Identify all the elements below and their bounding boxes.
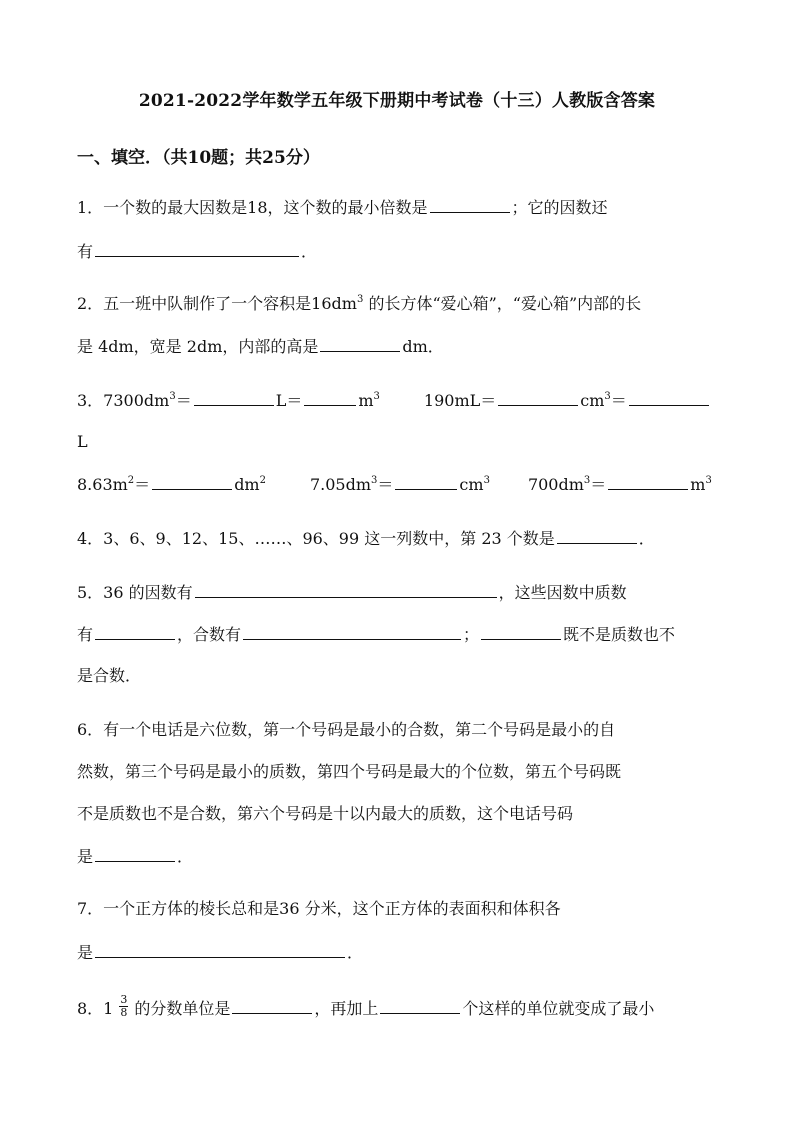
- q8-text-c: ，再加上: [314, 999, 379, 1018]
- question-3-line-2: [77, 431, 88, 453]
- q3-text-o: 700dm: [527, 475, 584, 494]
- q3-sup-d: 3: [373, 391, 380, 402]
- q3-sup-n: 3: [483, 475, 490, 486]
- q2-text-d: dm．: [402, 337, 444, 356]
- q3-text-h: L: [77, 432, 88, 451]
- question-2-line-2: [77, 335, 444, 358]
- q5-blank-1[interactable]: [195, 581, 497, 598]
- exam-title: 2021-2022学年数学五年级下册期中考试卷（十三）人教版含答案: [138, 91, 656, 111]
- q6-text-a: 6．有一个电话是六位数，第一个号码是最小的合数，第二个号码是最小的自: [77, 720, 616, 739]
- q3-sup-i: 2: [127, 475, 135, 486]
- q3-blank-4[interactable]: [629, 389, 709, 406]
- q5-blank-3[interactable]: [243, 623, 461, 640]
- q3-sup-k: 2: [259, 475, 266, 486]
- q8-text-b: 的分数单位是: [134, 999, 231, 1018]
- q3-text-q: m: [690, 475, 706, 494]
- question-6-line-3: [77, 803, 573, 825]
- q5-text-d: ，合数有: [177, 625, 242, 644]
- q4-text-a: 4．3、6、9、12、15、……、96、99 这一列数中，第 23 个数是: [77, 529, 555, 548]
- q5-text-g: 是合数．: [77, 666, 142, 685]
- q3-text-i: 8.63m: [77, 475, 128, 494]
- q2-sup-a: 3: [356, 294, 364, 305]
- q2-blank-1[interactable]: [320, 335, 400, 352]
- q7-text-a: 7．一个正方体的棱长总和是36 分米，这个正方体的表面积和体积各: [77, 899, 561, 918]
- q1-text-d: ．: [301, 242, 318, 261]
- q3-blank-6[interactable]: [395, 473, 457, 490]
- q3-blank-1[interactable]: [194, 389, 274, 406]
- q5-text-a: 5．36 的因数有: [77, 583, 193, 602]
- q3-sup-a: 3: [169, 391, 176, 402]
- q6-text-e: ．: [177, 847, 194, 866]
- q3-blank-7[interactable]: [608, 473, 688, 490]
- q3-sup-l: 3: [371, 475, 378, 486]
- q8-fraction-denominator: 8: [120, 1006, 128, 1019]
- q3-text-m: ＝: [377, 475, 394, 494]
- q3-sup-o: 3: [583, 475, 591, 486]
- question-6-line-2: [77, 761, 621, 783]
- q8-blank-1[interactable]: [232, 997, 312, 1014]
- q2-text-a: 2．五一班中队制作了一个容积是16dm: [77, 294, 357, 313]
- q8-text-a: 8．1: [77, 999, 114, 1018]
- question-5-line-3: [77, 665, 141, 687]
- question-3-line-1: [77, 389, 711, 412]
- q3-text-g: ＝: [610, 391, 627, 410]
- q3-text-j: ＝: [134, 475, 151, 494]
- q1-text-c: 有: [77, 242, 94, 261]
- q1-blank-2[interactable]: [95, 240, 299, 257]
- q5-blank-4[interactable]: [481, 623, 561, 640]
- q6-blank-1[interactable]: [95, 845, 175, 862]
- q8-text-d: 个这样的单位就变成了最小: [462, 999, 655, 1018]
- q6-text-b: 然数，第三个号码是最小的质数，第四个号码是最大的个位数，第五个号码既: [77, 762, 622, 781]
- question-5-line-1: [77, 581, 627, 604]
- q7-text-b: 是: [77, 943, 94, 962]
- q1-text-a: 1．一个数的最大因数是18，这个数的最小倍数是: [77, 198, 428, 217]
- question-6-line-4: [77, 845, 193, 868]
- section-heading: 一、填空．（共10题；共25分）: [77, 148, 320, 168]
- q3-text-l: 7.05dm: [309, 475, 372, 494]
- q4-blank-1[interactable]: [557, 527, 637, 544]
- question-6-line-1: [77, 719, 615, 741]
- q3-blank-2[interactable]: [304, 389, 356, 406]
- question-1-line-1: [77, 196, 608, 219]
- q6-text-c: 不是质数也不是合数，第六个号码是十以内最大的质数，这个电话号码: [77, 804, 574, 823]
- q3-sup-q: 3: [705, 475, 712, 486]
- question-5-line-2: [77, 623, 675, 646]
- q5-text-b: ，这些因数中质数: [498, 583, 627, 602]
- q2-text-c: 是 4dm，宽是 2dm，内部的高是: [77, 337, 319, 356]
- question-3-line-3: [77, 473, 712, 496]
- q5-blank-2[interactable]: [95, 623, 175, 640]
- q7-blank-1[interactable]: [95, 941, 345, 958]
- q3-blank-3[interactable]: [498, 389, 578, 406]
- q1-blank-1[interactable]: [430, 196, 510, 213]
- q3-text-e: 190mL＝: [423, 391, 497, 410]
- q1-text-b: ；它的因数还: [511, 198, 608, 217]
- q3-text-c: L＝: [275, 391, 303, 410]
- question-7-line-2: [77, 941, 363, 964]
- q5-text-f: 既不是质数也不: [563, 625, 676, 644]
- q3-sup-f: 3: [604, 391, 611, 402]
- question-8-line-1: [77, 993, 655, 1022]
- question-7-line-1: [77, 898, 561, 920]
- question-4-line-1: [77, 527, 655, 550]
- question-2-line-1: [77, 293, 641, 315]
- q3-text-d: m: [358, 391, 374, 410]
- q3-text-b: ＝: [175, 391, 192, 410]
- q3-text-f: cm: [580, 391, 605, 410]
- q3-text-k: dm: [234, 475, 260, 494]
- q6-text-d: 是: [77, 847, 94, 866]
- q8-fraction: [119, 994, 128, 1019]
- q8-blank-2[interactable]: [380, 997, 460, 1014]
- q7-text-c: ．: [347, 943, 364, 962]
- q5-text-e: ；: [463, 625, 480, 644]
- q3-text-p: ＝: [590, 475, 607, 494]
- q3-blank-5[interactable]: [152, 473, 232, 490]
- q3-text-a: 3．7300dm: [77, 391, 170, 410]
- q3-text-n: cm: [459, 475, 484, 494]
- q2-text-b: 的长方体“爱心箱”，“爱心箱”内部的长: [368, 294, 642, 313]
- question-1-line-2: [77, 240, 317, 263]
- q8-fraction-numerator: 3: [120, 993, 128, 1006]
- q4-text-b: ．: [638, 529, 655, 548]
- q5-text-c: 有: [77, 625, 94, 644]
